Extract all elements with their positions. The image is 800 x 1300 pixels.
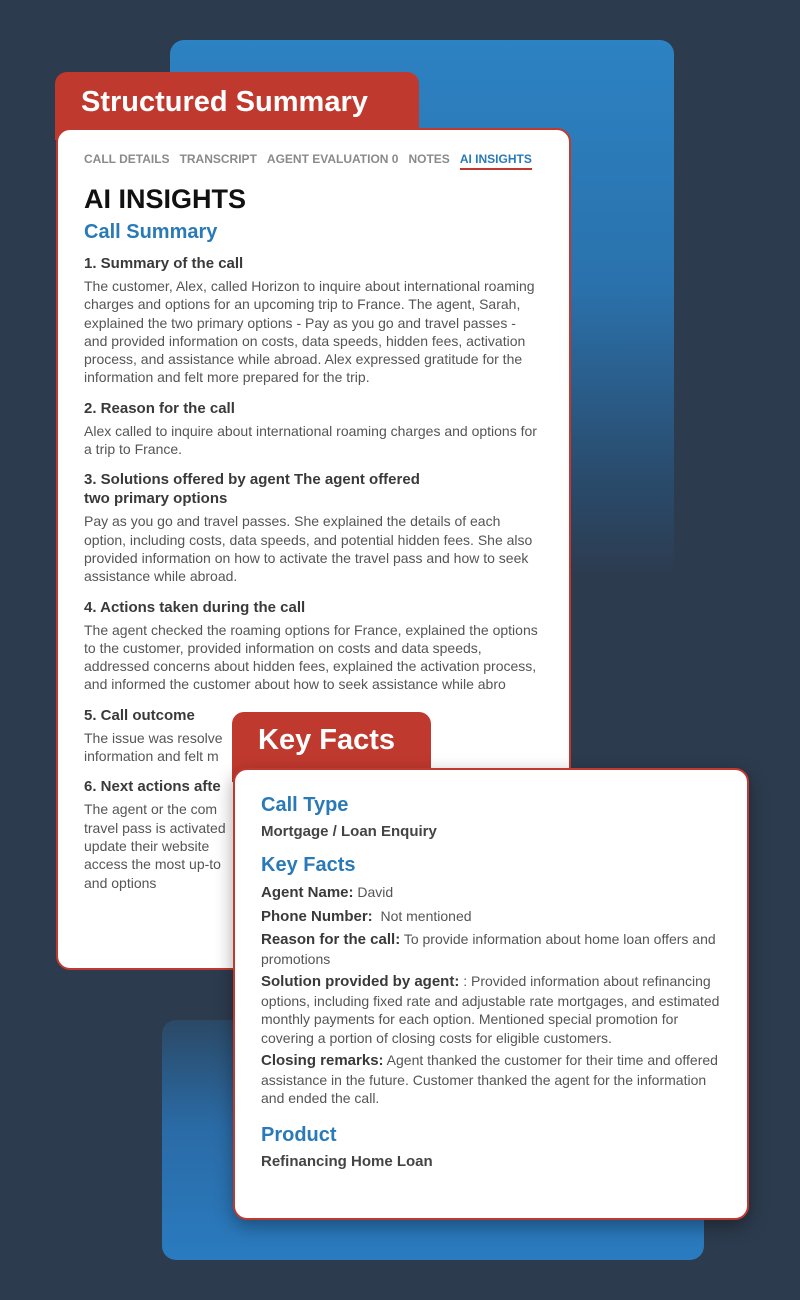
- tab-notes[interactable]: NOTES: [408, 152, 450, 166]
- fact-value: Not mentioned: [372, 907, 472, 924]
- item-body: The customer, Alex, called Horizon to inquire about international roaming charges and options for an upcoming trip to France. The agent, Sarah, explained the two primary options - Pay as you go and travel passes - and provided information on costs, data speeds, hidden fees, activation process, and assistance while abroad. Alex expressed gratitude for the information and felt more prepared for the trip.: [84, 278, 535, 386]
- item-heading: 5. Call outcome: [84, 706, 195, 724]
- fact-row: [261, 930, 721, 968]
- summary-item: [84, 399, 543, 459]
- call-type-heading: Call Type: [261, 794, 349, 816]
- summary-item: [84, 254, 543, 387]
- summary-item: [84, 470, 543, 585]
- key-facts-card: [233, 768, 749, 1220]
- fact-label: Agent Name:: [261, 884, 354, 901]
- tab-ai-insights[interactable]: AI INSIGHTS: [460, 152, 532, 170]
- fact-label: Phone Number:: [261, 907, 373, 925]
- call-type-value: Mortgage / Loan Enquiry: [261, 823, 437, 840]
- fact-label: Solution provided by agent:: [261, 973, 460, 990]
- item-heading: 4. Actions taken during the call: [84, 598, 306, 616]
- tab-call-details[interactable]: CALL DETAILS: [84, 152, 170, 166]
- tab-nav: [84, 152, 543, 170]
- fact-label: Reason for the call:: [261, 931, 401, 948]
- item-body: The agent checked the roaming options for France, explained the options to the customer, provided information on costs and data speeds, addressed concerns about hidden fees, explained the activation process, and informed the customer about how to seek assistance while abro: [84, 621, 538, 693]
- fact-row: [261, 1051, 721, 1108]
- fact-row: [261, 883, 721, 903]
- page-title: AI INSIGHTS: [84, 184, 247, 214]
- call-summary-heading: Call Summary: [84, 221, 218, 243]
- product-heading: Product: [261, 1123, 337, 1146]
- item-body: The agent or the com travel pass is activated update their website access the most up-to and options: [84, 801, 226, 891]
- item-body: The issue was resolve information and felt m: [84, 729, 223, 765]
- summary-item: [84, 598, 543, 694]
- item-heading: 2. Reason for the call: [84, 399, 235, 417]
- fact-value: David: [353, 884, 394, 900]
- fact-row: [261, 907, 721, 927]
- item-body: Pay as you go and travel passes. She explained the details of each option, including costs, data speeds, and potential hidden fees. She also provided information on how to activate the travel pass and how to seek assistance while abroad.: [84, 513, 533, 585]
- fact-row: [261, 972, 721, 1047]
- item-heading: 6. Next actions afte: [84, 778, 221, 796]
- key-facts-heading: Key Facts: [261, 854, 356, 876]
- tab-agent-evaluation[interactable]: AGENT EVALUATION 0: [266, 152, 399, 166]
- tab-transcript[interactable]: TRANSCRIPT: [179, 152, 257, 166]
- item-body: Alex called to inquire about international roaming charges and options for a trip to France.: [84, 422, 537, 458]
- fact-value: : Provided information about refinancing options, including fixed rate and adjustable rate mortgages, and estimated monthly payments for each option. Mentioned special promotion for covering a portion of closing costs for eligible customers.: [261, 973, 720, 1046]
- fact-value: Agent thanked the customer for their time and offered assistance in the future. Customer thanked the agent for the information and ended the call.: [261, 1052, 718, 1106]
- product-value: Refinancing Home Loan: [261, 1152, 433, 1170]
- structured-summary-title: Structured Summary: [81, 86, 368, 118]
- item-heading: 1. Summary of the call: [84, 255, 244, 272]
- fact-label: Closing remarks:: [261, 1052, 384, 1069]
- fact-value: To provide information about home loan offers and promotions: [261, 931, 716, 967]
- key-facts-tab-title: Key Facts: [258, 724, 396, 756]
- item-heading: 3. Solutions offered by agent The agent offered two primary options: [84, 471, 420, 508]
